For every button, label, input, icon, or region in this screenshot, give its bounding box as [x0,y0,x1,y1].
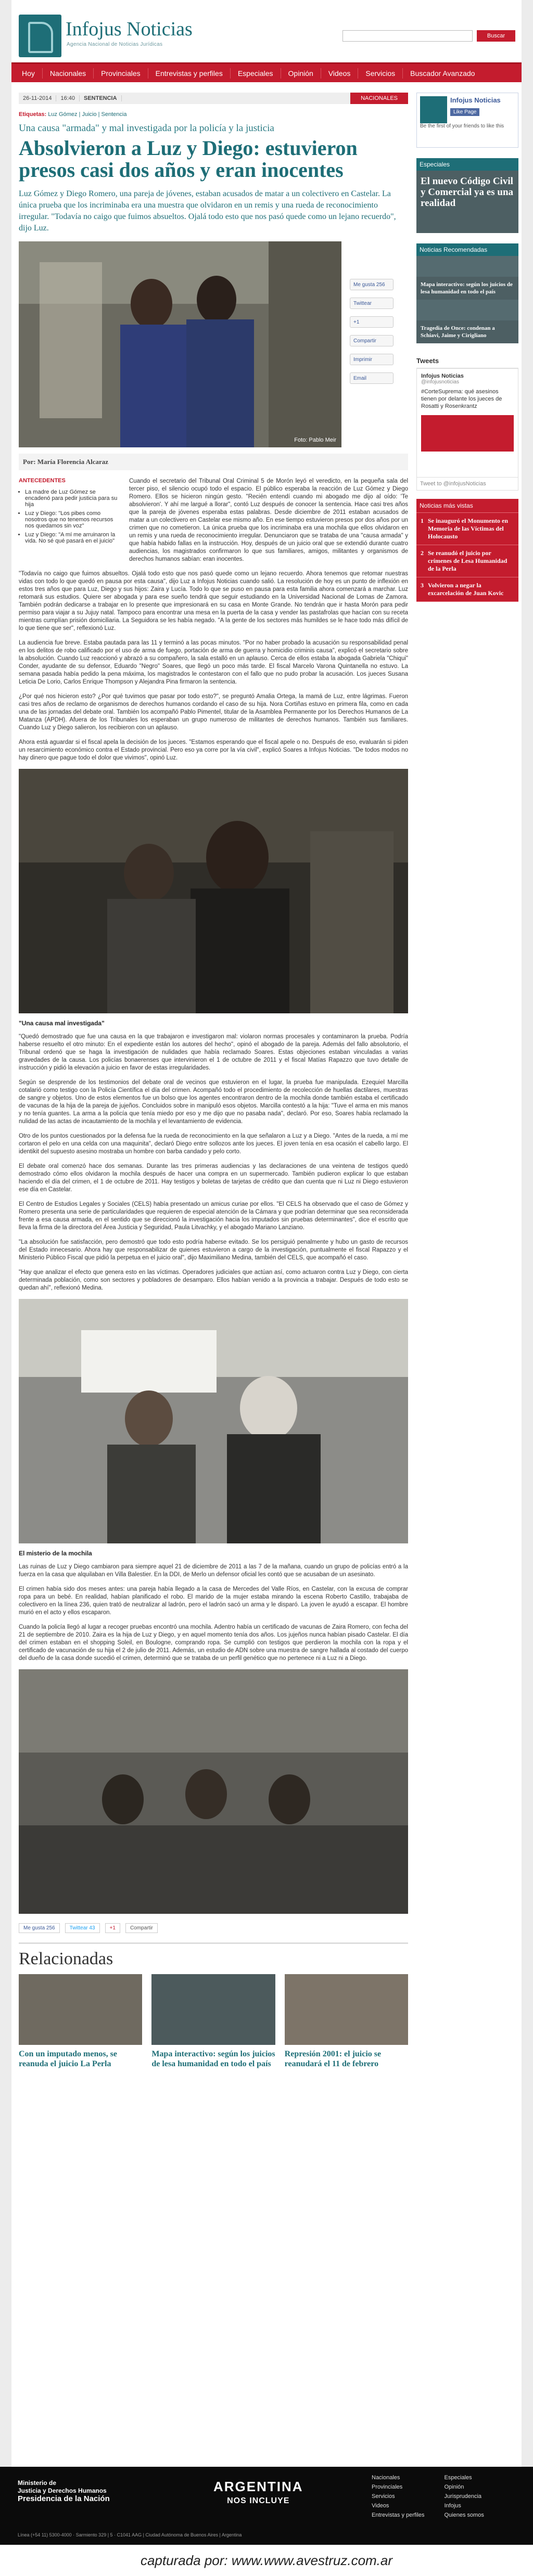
logo-icon[interactable] [19,15,61,57]
recomendadas-item[interactable] [416,320,518,343]
paragraph: El Centro de Estudios Legales y Sociales (CELS) había presentado un amicus curiae por ellos. "El CELS ha observado que el caso de Gómez y Romero presenta una serie de particularidades que requieren de especial atención de la Cámara y que podrían determinar que sea reconsiderada frente a esa causa armada, en el sentido que se direccionó la investigación hacia los imputados sin pruebas determinantes", dice el escrito que lleva la firma de la directora del Área Justicia y Seguridad, Paula Litvachky, y el abogado Mariano Lanziano. [19,1201,408,1231]
facebook-like-button[interactable]: Me gusta 256 [350,279,394,290]
paragraph: Cuando la policía llegó al lugar a recoger pruebas encontró una mochila. Adentro había un certificado de vacunas de Zaira Romero, con fecha del 21 de septiembre de 2010. Zaira es la hija de Luz y Diego, y en aquel momento tenía dos años. Los jujeños nunca habían pisado Castelar. El día del crimen estaban en el shopping Soleil, en Boulogne, comprando ropa. Se cumplió con testigos que perdieron la mochila con la ropa y el certificado de vacunación de su hija el 2 de julio de 2011. Además, un estudio de ADN sobre una muestra de sangre hallada al costado del cuerpo del dueño de la casa donde sucedió el crimen, determinó que se trataba de un perfil genético que no pertenece ni a Luz ni a Diego. [19,1624,408,1661]
tweet-button[interactable]: Twittear [350,298,394,309]
sidebar [416,93,518,602]
tags-line [19,111,408,118]
article-section: SENTENCIA [80,95,122,101]
paragraph: La audiencia fue breve. Estaba pautada para las 11 y terminó a las pocas minutos. "Por no haber probado la acusación su responsabilidad penal en los delitos de robo calificado por el uso de arma de fuego, portación de arma de guerra y homicidio criminis causa", explicó el secretario sobre la absolución. Cuando Luz reaccionó y abrazó a su compañero, la sala estalló en un aplauso. Cerca de ellos estaba la abogada Gabriela "Chiqui" Conder, ayudante de su defensor, Eduardo "Negro" Soares, que llegó un poco más tarde. El fiscal Marcelo Varona Quintanella no estuvo. La semana pasada había pedido la pena máxima, los magistrados le contestaron con el fallo que no pudo probar la acusación. Los jueces Susana Leticia De Lorio, Carlos Enrique Thompson y Alejandra Pina firmaron la sentencia. [19,640,408,685]
antecedentes-link[interactable]: • Luz y Diego: "A mí me arruinaron la vida. No sé qué pasará en el juicio" [25,532,122,544]
article-body [19,478,408,762]
footer-link[interactable]: Especiales [444,2475,472,2481]
mas-vistas-heading: Noticias más vistas [416,499,518,513]
photo-protest [19,1299,408,1543]
google-plus-button[interactable]: +1 [350,316,394,328]
footer-link[interactable]: Videos [372,2503,389,2509]
article-time: 16:40 [56,95,80,101]
especiales-heading: Especiales [416,158,518,171]
main-nav [11,62,522,82]
related-grid [19,1974,408,2069]
footer-link[interactable]: Entrevistas y perfiles [372,2512,425,2518]
tweet-item [416,368,518,478]
footer-link[interactable]: Quienes somos [444,2512,484,2518]
mas-vistas-title[interactable]: Volvieron a negar la excarcelación de Juan Kovic [428,582,504,597]
paragraph: Las ruinas de Luz y Diego cambiaron para siempre aquel 21 de diciembre de 2011 a las 7 de la mañana, cuando un grupo de policías entró a la fuerza en la casa que alquilaban en Villa Balestier. En la DDI, de Merlo un defensor oficial les contó que se acusaban de un asesinato. [19,1564,408,1578]
paragraph: El debate oral comenzó hace dos semanas. Durante las tres primeras audiencias y las declaraciones de una veintena de testigos quedó demostrado cómo ellos olvidaron la mochila después de hacer una compra en un supermercado. También pudieron explicar lo que estaban haciendo el día del crimen, el 1 de octubre de 2011. Hay testigos y boletas de tarjetas de crédito que dan cuenta que ni Luz ni Diego estuvieron ese día en Castelar. [19,1163,408,1193]
footer-address: Línea (+54 11) 5300-4000 · Sarmiento 329 | 5 · C1041 AAG | Ciudad Autónoma de Buenos Aires | Argentina [18,2532,242,2538]
nav-provinciales[interactable]: Provinciales [94,68,148,79]
nav-opinion[interactable]: Opinión [281,68,321,79]
tweet-button[interactable]: Twittear 43 [65,1923,100,1933]
recomendadas-item[interactable] [416,277,518,300]
subhead-mochila: El misterio de la mochila [19,1550,92,1557]
tweet-text: #CorteSuprema: qué asesinos tienen por delante los jueces de Rosatti y Rosenkrantz [421,389,502,409]
site-logo-subtitle: Agencia Nacional de Noticias Jurídicas [67,42,163,47]
paragraph: "Todavía no caigo que fuimos absueltos. Ojalá todo esto que nos pasó quede como un lejano recuerdo. Ahora tenemos que retomar nuestras vidas con todo lo que quedó en pausa por esta causa", dijo Luz a Infojus Noticias cuando salió. La resolución de hoy es un punto de inflexión en estos tres años que para Luz, Diego y sus hijos: Zaira y Lucía. Todo lo que se puso en pausa para esta familia ahora comenzará a marchar. Luz retomará sus estudios. Quiere ser abogada y para ese sueño tendrá que seguir estudiando en la Universidad Nacional de Lomas de Zamora. También podrán dedicarse a trabajar en lo presente que impresionará en su casa en Monte Grande. No tendrán que ir hasta Morón para pedir permiso para viajar a su Jujuy natal. Tampoco para encontrar una mesa en la puerta de la casa y vender las pastafrolas que hacían con su receta mientras cumplían prisión domiciliaria. La Seguidora se les había negado. "A la gente de los sectores más humildes se le hace todo más difícil de lo que tiene que ser", reflexionó Luz. [19,571,408,632]
tweets-heading: Tweets [416,354,518,368]
footer-link[interactable]: Opinión [444,2484,464,2490]
article-column [19,93,408,2069]
antecedentes-link[interactable]: • La madre de Luz Gómez se encadenó para pedir justicia para su hija [25,489,122,508]
facebook-like-button[interactable]: Me gusta 256 [19,1923,60,1933]
footer-link[interactable]: Provinciales [372,2484,403,2490]
paragraph: Ahora está aguardar si el fiscal apela la decisión de los jueces. "Estamos esperando que el fiscal apele o no. Después de eso, evaluarán si piden un resarcimiento económico contra el Estado provincial. Pero eso ya corre por la vía civil", explicó Soares a Infojus Noticias. "De todos modos no hay dinero que pague todo el dolor que vivimos", opinó Luz. [19,739,408,761]
nav-servicios[interactable]: Servicios [358,68,403,79]
ministry-line: Presidencia de la Nación [18,2494,110,2503]
related-card-image[interactable] [151,1974,275,2045]
antecedentes-title: ANTECEDENTES [19,478,66,484]
google-plus-button[interactable]: +1 [105,1923,120,1933]
footer-links [372,2473,484,2520]
article-lead: Luz Gómez y Diego Romero, una pareja de jóvenes, estaban acusados de matar a un colectivero en Castelar. La única prueba que los incriminaba era una muestra que olvidaron en un remis y una rueda de reconocimiento irregular. "Todavía no caigo que fuimos absueltos. Ojalá todo esto que nos pasó quede como un lejano recuerdo", dijo Luz. [19,189,396,233]
antecedentes-box [19,478,122,547]
section-badge[interactable]: NACIONALES [350,93,408,104]
mas-vistas-number: 1 [421,517,424,524]
paragraph: "Quedó demostrado que fue una causa en la que trabajaron e investigaron mal: violaron normas procesales y contaminaron la prueba. Podría haberse resuelto el otro minuto: En el expediente están los autores del hecho", opinó el abogado de la pareja. Además del fallo absolutorio, el Tribunal ordenó que se haga la investigación de nulidades que había reclamado Soares. Estas objeciones estaban vinculadas a varias gravedades de la causa. Los policías bonaerenses que intervinieron el 1 de octubre de 2011 y el fiscal Matías Rapazzo que tuvo detalle de instrucción y pidió la elevación a juicio en favor de estas irregularidades. [19,1034,408,1071]
related-card-title[interactable]: Con un imputado menos, se reanuda el juicio La Perla [19,2050,117,2068]
tweet-to-link[interactable]: Tweet to @infojusNoticias [416,478,518,491]
mas-vistas-title[interactable]: Se reanudó el juicio por crímenes de Lesa Humanidad de la Perla [428,549,507,572]
footer-link[interactable]: Jurisprudencia [444,2493,482,2500]
bottom-share-bar [19,1923,408,1933]
nav-entrevistas[interactable]: Entrevistas y perfiles [148,68,231,79]
facebook-like-page-button[interactable]: Like Page [450,108,479,116]
protest-photo-image [19,1299,408,1543]
mas-vistas-number: 3 [421,582,424,589]
photo-crowd [19,1669,408,1914]
mas-vistas-box [416,499,518,602]
related-card-title[interactable]: Mapa interactivo: según los juicios de lesa humanidad en todo el país [151,2050,275,2068]
facebook-widget [416,93,518,148]
footer-col-2 [444,2473,484,2520]
search-input[interactable] [342,30,473,42]
article-date: 26-11-2014 [19,95,56,101]
tags-label: Etiquetas: [19,111,47,118]
recomendadas-item-title[interactable]: Mapa interactivo: según los juicios de lesa humanidad en todo el país [421,281,513,295]
share-sidebar [350,279,408,391]
especiales-title[interactable]: El nuevo Código Civil y Comercial ya es una realidad [421,176,514,209]
recomendadas-box [416,243,518,343]
recomendadas-heading: Noticias Recomendadas [416,243,518,256]
related-card-title[interactable]: Represión 2001: el juicio se reanudará el 11 de febrero [284,2050,382,2068]
paragraph: El crimen había sido dos meses antes: una pareja había llegado a la casa de Mercedes del Valle Ríos, en Castelar, con la excusa de comprar ropa para un bebé. En realidad, habían planificado el robo. El marido de la mujer estaba mirando la escena Roberto Castillo, trabajaba de colectivero en la línea 236, quien trató de neutralizar al ladrón, pero el ladrón sacó un arma y le disparó. La joven le ayudó a escapar. El hombre murió en el acto y ellos escaparon. [19,1586,408,1616]
courtroom-photo-image [19,769,408,1013]
twitter-widget [416,354,518,491]
especiales-box [416,158,518,233]
argentina-logo [213,2479,303,2508]
photo-courtroom [19,769,408,1013]
paragraph: "Hay que analizar el efecto que genera esto en las víctimas. Operadores judiciales que actúan así, como actuaron contra Luz y Diego, con cierta determinada población, como son sectores y pobladores de desamparo. Ellos habían venido a la provincia a trabajar. Después de todo esto se quedan ahí", reflexionó Medina. [19,1269,408,1291]
crowd-photo-image [19,1669,408,1914]
byline: Por: María Florencia Alcaraz [19,454,408,470]
ministry-line: Ministerio de [18,2479,57,2487]
recomendadas-image[interactable] [416,300,518,320]
article-meta-bar [19,93,408,104]
nav-videos[interactable]: Videos [321,68,359,79]
article-headline: Absolvieron a Luz y Diego: estuvieron presos casi dos años y eran inocentes [19,136,358,182]
related-card[interactable] [285,1974,408,2069]
ministry-line: Justicia y Derechos Humanos [18,2487,107,2494]
mas-vistas-item[interactable] [416,577,518,602]
main-photo [19,241,341,447]
related-card[interactable] [19,1974,142,2069]
paragraph: Según se desprende de los testimonios del debate oral de vecinos que estuvieron en el lugar, la prueba fue manipulada. Ezequiel Marcilla cotalarió como testigo con la Policía Científica el día del crimen. Acompañó todo el procedimiento de recolección de huellas dactilares, muestras de sangre y objetos. Uno de estos elementos fue un bolso que los agentes encontraron dentro de la mochila donde también estaba el certificado de vacunas de la hija de la pareja de jujeños. Concluidos sobre in manipuló esos objetos. Marcilla contestó a la hija: "Tuve el arma en mis manos y no tenía guantes. La arma a la policía que tenía miedo por eso y me dijo que no pasaba nada", declaró. Por eso, Soares había reclamado la nulidad de las actas de incautamiento de la mochila y el levantamiento de evidencia. [19,1079,408,1125]
related-heading: Relacionadas [19,1942,408,1974]
article-text-block-3 [19,1563,408,1663]
paragraph: Otro de los puntos cuestionados por la defensa fue la rueda de reconocimiento en la que señalaron a Luz y a Diego. "Antes de la rueda, a mí me cortaron el pelo en una celda con una maquinita", declaró Diego entre sollozos ante los jueces. El joven tenía en esa ocasión el cabello largo. El identikit del supuesto asesino mostraba un hombre con barba candado y pelo corto. [19,1133,408,1155]
recomendadas-image[interactable] [416,256,518,277]
paragraph: Cuando el secretario del Tribunal Oral Criminal 5 de Morón leyó el veredicto, en la pequeña sala del tercer piso, el silencio ocupó todo el espacio. El público esperaba la reacción de Luz Gómez y Diego Romero. Ellos se hicieron ningún gesto. "Recién entendí cuando mi abogado me dijo al oído: 'Te absolvieron'. Y ahí me largué a llorar", contó Luz después de conocer la sentencia. Hace casi tres años que la pareja de jóvenes esperaba estas palabras. Desde diciembre de 2011 estaban acusados de matar a un colectivero en Castelar ese mismo año. En ese tiempo estuvieron presos por dos años por un crimen que no cometieron. La única prueba que los incriminaba era una mochila que ellos olvidaron en un remis y una rueda de reconocimiento irregular. Denunciaron que se trataba de una "causa armada" y que había habido fallas en la instrucción. Hoy, después de un juicio oral que se extendió durante cuatro audiencias, los magistrados confirmaron lo que sus familiares, amigos, militantes y organismos de derechos humanos sabían: eran inocentes. [129,478,408,562]
paragraph: ¿Por qué nos hicieron esto? ¿Por qué tuvimos que pasar por todo esto?", se preguntó Amalia Ortega, la mamá de Luz, entre lágrimas. Fueron casi tres años de reclamo de organismos de derechos humanos cordando el caso de su hija. Nora Cortiñas estuvo en primera fila, como en cada una de las jornadas del debate oral. También los acompañó Pablo Pimentel, titular de la Asamblea Permanente por los Derechos Humanos de La Matanza (APDH). Afuera de los Tribunales los esperaban un grupo numeroso de militantes de derechos humanos. También sus familiares. Cuando Luz y Diego salieron, los recibieron con un aplauso. [19,693,408,731]
nav-hoy[interactable]: Hoy [15,68,43,79]
search-button[interactable]: Buscar [477,30,515,42]
related-card-image[interactable] [285,1974,408,2045]
tweet-handle[interactable]: @infojusnoticias [421,379,459,385]
footer-link[interactable]: Infojus [444,2503,461,2509]
tags-items[interactable]: Luz Gómez | Juicio | Sentencia [48,111,127,118]
mas-vistas-number: 2 [421,549,424,557]
share-button[interactable]: Compartir [350,335,394,346]
facebook-page-avatar[interactable] [420,96,447,123]
nav-nacionales[interactable]: Nacionales [43,68,94,79]
argentina-sub: NOS INCLUYE [227,2496,290,2505]
site-header [11,0,522,62]
article-text-block-2 [19,1033,408,1292]
photo-credit: Foto: Pablo Meir [294,437,336,443]
recomendadas-item-title[interactable]: Tragedia de Once: condenan a Schiavi, Jaime y Cirigliano [421,325,495,339]
capture-watermark: capturada por: www.www.avestruz.com.ar [0,2545,533,2576]
share-button[interactable]: Compartir [125,1923,158,1933]
subhead-causa: "Una causa mal investigada" [19,1020,105,1027]
mas-vistas-item[interactable] [416,513,518,545]
antecedentes-link[interactable]: • Luz y Diego: "Los pibes como nosotros que no tenemos recursos nos quedamos sin voz" [25,510,122,529]
paragraph: "La absolución fue satisfacción, pero demostró que todo esto podría haberse evitado. Se los persiguió penalmente y hubo un gasto de recursos del Estado innecesario. Ahora hay que responsabilizar de quienes estuvieron a cargo de la investigación, puntualmente el fiscal Rapazzo y el Ministerio Público Fiscal que pidió la perpetua en el juicio oral", dijo Maximiliano Medina, también del CELS, que acompañó el caso. [19,1239,408,1261]
nav-buscador-avanzado[interactable]: Buscador Avanzado [410,69,475,78]
footer-col-1 [372,2473,424,2520]
facebook-widget-text: Be the first of your friends to like this [420,123,504,129]
tweet-image[interactable] [421,415,514,452]
site-logo-text[interactable]: Infojus Noticias [66,18,193,40]
mas-vistas-title[interactable]: Se inauguró el Monumento en Memoria de las Víctimas del Holocausto [428,517,509,540]
couple-photo-image [19,241,341,447]
argentina-text: ARGENTINA [213,2479,303,2494]
facebook-page-name[interactable]: Infojus Noticias [450,96,501,104]
site-footer [0,2467,533,2545]
footer-link[interactable]: Servicios [372,2493,395,2500]
article-kicker: Una causa "armada" y mal investigada por la policía y la justicia [19,123,274,134]
email-button[interactable]: Email [350,372,394,384]
ministry-logo[interactable] [18,2479,110,2503]
nav-especiales[interactable]: Especiales [231,68,281,79]
related-card-image[interactable] [19,1974,142,2045]
tweet-author[interactable]: Infojus Noticias [421,373,464,379]
especiales-item[interactable] [416,171,518,233]
print-button[interactable]: Imprimir [350,354,394,365]
related-card[interactable] [151,1974,275,2069]
mas-vistas-item[interactable] [416,545,518,577]
footer-link[interactable]: Nacionales [372,2475,400,2481]
